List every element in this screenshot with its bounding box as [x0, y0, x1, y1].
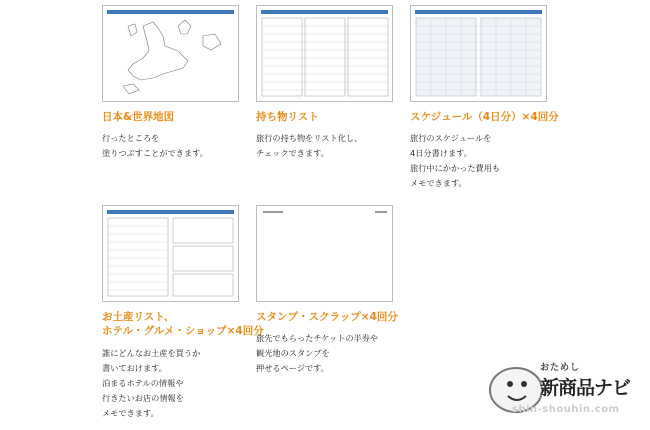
checklist-description: 旅行の持ち物をリスト化し、 チェックできます。 [256, 133, 363, 158]
checklist-thumbnail [256, 5, 393, 102]
stamp-title: スタンプ・スクラップ×4回分 [256, 311, 398, 323]
souvenir-thumbnail [102, 205, 239, 302]
stamp-page-icon [257, 206, 392, 301]
schedule-description: 旅行のスケジュールを 4日分書けます。 旅行中にかかった費用も メモできます。 [410, 133, 501, 188]
stamp-thumbnail [256, 205, 393, 302]
logo-url: shin-shouhin.com [512, 404, 620, 415]
checklist-title: 持ち物リスト [256, 111, 319, 123]
logo-subtitle: おためし [540, 363, 581, 373]
logo-name: 新商品ナビ [540, 377, 631, 399]
map-thumbnail [102, 5, 239, 102]
souvenir-description: 誰にどんなお土産を買うか 書いておけます。 泊まるホテルの情報や 行きたいお店の情報を メモできます。 [102, 348, 201, 418]
schedule-title: スケジュール（4日分）×4回分 [410, 111, 559, 123]
schedule-grid-icon [411, 6, 546, 101]
map-title: 日本&世界地図 [102, 111, 175, 123]
map-description: 行ったところを 塗りつぶすことができます。 [102, 133, 208, 158]
checklist-icon [257, 6, 392, 101]
souvenir-title: お土産リスト、 ホテル・グルメ・ショップ×4回分 [102, 311, 264, 337]
schedule-thumbnail [410, 5, 547, 102]
japan-map-icon [103, 6, 238, 101]
stamp-description: 旅先でもらったチケットの半券や 観光地のスタンプを 押せるページです。 [256, 333, 379, 373]
souvenir-list-icon [103, 206, 238, 301]
